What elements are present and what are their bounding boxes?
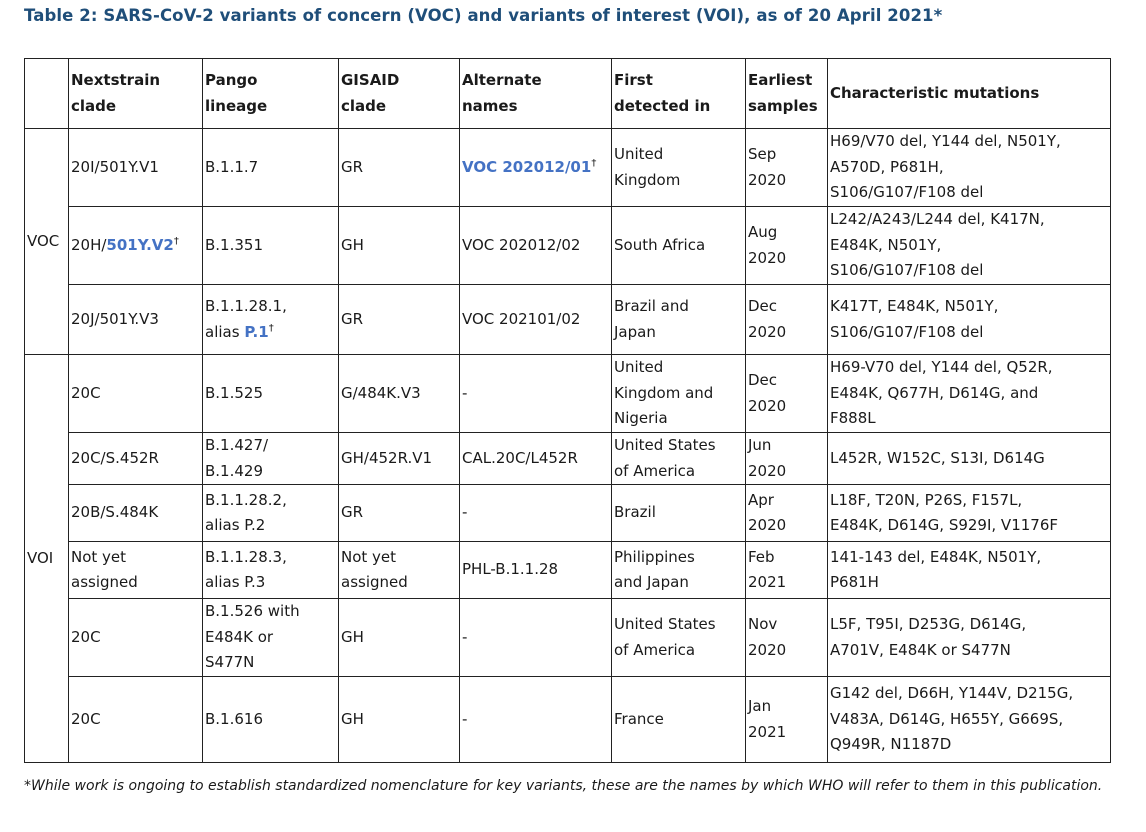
cell-earliest: Dec 2020 xyxy=(746,285,828,355)
cell-alternate: - xyxy=(460,485,612,542)
cell-first-detected: South Africa xyxy=(612,207,746,285)
table-row xyxy=(25,542,1111,599)
cell-clade: 20J/501Y.V3 xyxy=(69,285,203,355)
cell-first-detected: France xyxy=(612,677,746,763)
cell-earliest: Sep 2020 xyxy=(746,129,828,207)
cell-clade: 20C/S.452R xyxy=(69,433,203,485)
header-group xyxy=(25,59,69,129)
cell-clade: 20C xyxy=(69,677,203,763)
cell-clade: 20H/501Y.V2† xyxy=(69,207,203,285)
cell-pango: B.1.1.28.1, alias P.1† xyxy=(203,285,339,355)
table-row xyxy=(25,355,1111,433)
cell-gisaid: GR xyxy=(339,285,460,355)
clade-link[interactable]: 501Y.V2 xyxy=(106,235,174,254)
cell-mutations: L242/A243/L244 del, K417N, E484K, N501Y, S106/G107/F108 del xyxy=(828,207,1111,285)
cell-mutations: L18F, T20N, P26S, F157L, E484K, D614G, S929I, V1176F xyxy=(828,485,1111,542)
cell-mutations: L5F, T95I, D253G, D614G, A701V, E484K or S477N xyxy=(828,599,1111,677)
cell-gisaid: Not yet assigned xyxy=(339,542,460,599)
cell-earliest: Apr 2020 xyxy=(746,485,828,542)
dagger-mark: † xyxy=(173,235,179,247)
cell-pango: B.1.525 xyxy=(203,355,339,433)
table-title: Table 2: SARS-CoV-2 variants of concern (VOC) and variants of interest (VOI), as of 20 April 2021* xyxy=(24,6,943,25)
variants-table xyxy=(24,58,1111,763)
cell-first-detected: Brazil and Japan xyxy=(612,285,746,355)
cell-mutations: 141-143 del, E484K, N501Y, P681H xyxy=(828,542,1111,599)
cell-clade: 20I/501Y.V1 xyxy=(69,129,203,207)
header-nextstrain: Nextstrain clade xyxy=(69,59,203,129)
cell-clade: 20B/S.484K xyxy=(69,485,203,542)
table-row xyxy=(25,677,1111,763)
cell-gisaid: GR xyxy=(339,485,460,542)
pango-link[interactable]: P.1 xyxy=(244,322,269,341)
cell-alternate: VOC 202012/02 xyxy=(460,207,612,285)
cell-first-detected: United Kingdom xyxy=(612,129,746,207)
cell-mutations: K417T, E484K, N501Y, S106/G107/F108 del xyxy=(828,285,1111,355)
cell-earliest: Jun 2020 xyxy=(746,433,828,485)
cell-pango: B.1.616 xyxy=(203,677,339,763)
cell-pango: B.1.351 xyxy=(203,207,339,285)
cell-clade: 20C xyxy=(69,599,203,677)
header-first-detected: First detected in xyxy=(612,59,746,129)
cell-gisaid: GH xyxy=(339,599,460,677)
cell-pango: B.1.427/ B.1.429 xyxy=(203,433,339,485)
table-row xyxy=(25,433,1111,485)
cell-pango: B.1.526 with E484K or S477N xyxy=(203,599,339,677)
cell-alternate: - xyxy=(460,355,612,433)
cell-clade: Not yet assigned xyxy=(69,542,203,599)
cell-earliest: Feb 2021 xyxy=(746,542,828,599)
table-row xyxy=(25,485,1111,542)
header-row xyxy=(25,59,1111,129)
cell-mutations: H69-V70 del, Y144 del, Q52R, E484K, Q677H, D614G, and F888L xyxy=(828,355,1111,433)
header-mutations: Characteristic mutations xyxy=(828,59,1111,129)
cell-first-detected: United States of America xyxy=(612,433,746,485)
cell-mutations: L452R, W152C, S13I, D614G xyxy=(828,433,1111,485)
cell-alternate: - xyxy=(460,599,612,677)
cell-clade: 20C xyxy=(69,355,203,433)
cell-pango: B.1.1.7 xyxy=(203,129,339,207)
cell-alternate: CAL.20C/L452R xyxy=(460,433,612,485)
cell-first-detected: United Kingdom and Nigeria xyxy=(612,355,746,433)
cell-pango: B.1.1.28.2, alias P.2 xyxy=(203,485,339,542)
cell-earliest: Nov 2020 xyxy=(746,599,828,677)
cell-alternate xyxy=(460,129,612,207)
cell-pango: B.1.1.28.3, alias P.3 xyxy=(203,542,339,599)
cell-gisaid: GH xyxy=(339,207,460,285)
cell-earliest: Aug 2020 xyxy=(746,207,828,285)
dagger-mark: † xyxy=(268,322,274,334)
cell-gisaid: GH/452R.V1 xyxy=(339,433,460,485)
cell-gisaid: G/484K.V3 xyxy=(339,355,460,433)
cell-mutations: H69/V70 del, Y144 del, N501Y, A570D, P681H, S106/G107/F108 del xyxy=(828,129,1111,207)
cell-gisaid: GR xyxy=(339,129,460,207)
header-gisaid: GISAID clade xyxy=(339,59,460,129)
cell-first-detected: Brazil xyxy=(612,485,746,542)
cell-first-detected: United States of America xyxy=(612,599,746,677)
table-row xyxy=(25,129,1111,207)
table-row xyxy=(25,285,1111,355)
cell-first-detected: Philippines and Japan xyxy=(612,542,746,599)
table-row xyxy=(25,599,1111,677)
cell-earliest: Dec 2020 xyxy=(746,355,828,433)
cell-gisaid: GH xyxy=(339,677,460,763)
dagger-mark: † xyxy=(591,157,597,169)
alt-name-link[interactable]: VOC 202012/01 xyxy=(462,157,592,176)
table-row xyxy=(25,207,1111,285)
cell-alternate: - xyxy=(460,677,612,763)
cell-alternate: PHL-B.1.1.28 xyxy=(460,542,612,599)
group-voc: VOC xyxy=(25,129,69,355)
cell-alternate: VOC 202101/02 xyxy=(460,285,612,355)
header-pango: Pango lineage xyxy=(203,59,339,129)
footnote: *While work is ongoing to establish standardized nomenclature for key variants, these are the names by which WHO will refer to them in this publication. xyxy=(24,778,1103,794)
cell-mutations: G142 del, D66H, Y144V, D215G, V483A, D614G, H655Y, G669S, Q949R, N1187D xyxy=(828,677,1111,763)
header-earliest: Earliest samples xyxy=(746,59,828,129)
cell-earliest: Jan 2021 xyxy=(746,677,828,763)
group-voi: VOI xyxy=(25,355,69,763)
header-alternate: Alternate names xyxy=(460,59,612,129)
